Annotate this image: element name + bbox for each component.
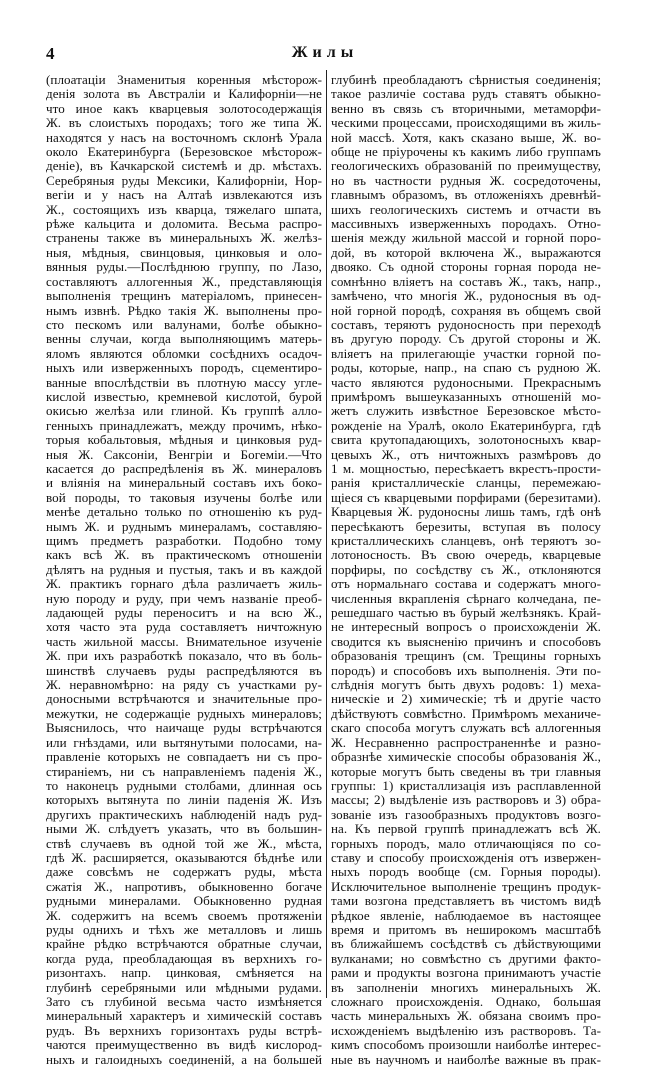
text-line: ранія кристаллическіе сланцы, перемежаю-: [331, 476, 601, 491]
text-line: правленіе которыхъ не совпадаетъ ни съ про-: [46, 750, 322, 765]
left-column: [46, 73, 322, 1067]
text-line: кимъ способомъ произошли наиболѣе интерес-: [331, 1038, 601, 1053]
text-line: пересѣкаютъ березиты, вступая въ полосу: [331, 519, 601, 534]
text-line: Серебряныя руды Мексики, Калифорніи, Нор-: [46, 173, 322, 188]
text-line: даже совсѣмъ не содержатъ руды, мѣста: [46, 865, 322, 880]
text-line: рѣдкое явленіе, наблюдаемое въ настоящее: [331, 908, 601, 923]
text-line: вулканами; но совмѣстно съ другими факто-: [331, 951, 601, 966]
text-line: шенія между жильной массой и горной поро-: [331, 231, 601, 246]
text-line: на. Къ первой группѣ принадлежатъ всѣ Ж.: [331, 822, 601, 837]
text-line: сомнѣнно вліяетъ на составъ Ж., такъ, напр.,: [331, 274, 601, 289]
text-line: массивныхъ изверженныхъ породахъ. Отно-: [331, 217, 601, 232]
text-line: образнѣе химическіе способы образованія Ж.,: [331, 750, 601, 765]
text-line: руды однихъ и тѣхъ же металловъ и лишь: [46, 922, 322, 937]
text-line: глубинѣ преобладаютъ сѣрнистыя соединенія;: [331, 73, 601, 87]
text-line: дой, въ которой включена Ж., выражаются: [331, 245, 601, 260]
text-line: Ж., состоящихъ изъ кварца, тяжелаго шпата,: [46, 202, 322, 217]
text-line: щіеся съ кварцевыми порфирами (березитами).: [331, 490, 601, 505]
text-line: въ ближайшемъ сосѣдствѣ съ дѣйствующими: [331, 937, 601, 952]
text-line: ствѣ случаевъ въ одной той же Ж., мѣста,: [46, 836, 322, 851]
text-line: деніе), въ Качкарской системѣ и др. мѣстахъ.: [46, 159, 322, 174]
text-line: Ж. въ слоистыхъ породахъ; того же типа Ж.: [46, 116, 322, 131]
text-line: касается до распредѣленія въ Ж. минераловъ: [46, 461, 322, 476]
text-line: группы: 1) кристаллизація изъ расплавленной: [331, 778, 601, 793]
text-line: ныхъ и галоидныхъ соединеній, а на большей: [46, 1052, 322, 1067]
text-line: кислой известью, кремневой кислотой, бурой: [46, 389, 322, 404]
text-line: нымъ извнѣ. Рѣдко такія Ж. выполнены про-: [46, 303, 322, 318]
text-line: исхожденіемъ выдѣленію изъ растворовъ. Та-: [331, 1023, 601, 1038]
text-line: отъ нормальнаго состава и содержатъ много-: [331, 577, 601, 592]
text-line: (плоатаціи Знаменитыя коренныя мѣсторож-: [46, 73, 322, 87]
text-line: кристаллическихъ сланцевъ, онѣ теряютъ зо-: [331, 534, 601, 548]
text-line: рами и продукты возгона принимаютъ участіе: [331, 966, 601, 981]
text-line: сводится къ выясненію причинъ и способовъ: [331, 634, 601, 649]
text-line: сложнаго происхожденія. Однако, большая: [331, 995, 601, 1009]
text-line: генныхъ принадлежатъ, между прочимъ, нѣко-: [46, 418, 322, 433]
text-line: Зато съ глубиной весьма часто измѣняется: [46, 995, 322, 1009]
text-line: рѣже кальцита и доломита. Весьма распро-: [46, 217, 322, 232]
text-line: ническіе и 2) химическіе; тѣ и другіе часто: [331, 692, 601, 707]
text-line: примѣромъ вышеуказанныхъ отношеній мо-: [331, 389, 601, 404]
text-line: щимъ предметъ разработки. Подобно тому: [46, 534, 322, 548]
text-line: гдѣ Ж. расширяется, оказываются бѣднѣе или: [46, 850, 322, 865]
text-line: свита крутопадающихъ, золотоносныхъ квар-: [331, 433, 601, 448]
text-line: окисью желѣза или глиной. Къ группѣ алло-: [46, 404, 322, 419]
running-title: Жилы: [291, 44, 359, 61]
text-line: рудными минералами. Обыкновенно рудная: [46, 894, 322, 909]
text-line: находятся у насъ на восточномъ склонѣ Урала: [46, 130, 322, 145]
text-line: часть жильной массы. Внимательное изученіе: [46, 634, 322, 649]
text-line: ныя, мѣдныя, свинцовыя, цинковыя и оло-: [46, 245, 322, 260]
text-line: ставу и способу происхожденія отъ извержен-: [331, 850, 601, 865]
text-line: порфиры, по сосѣдству съ Ж., отклоняются: [331, 562, 601, 577]
text-line: зованіе изъ газообразныхъ продуктовъ возго-: [331, 807, 601, 822]
text-line: двояко. Съ одной стороны горная порода не-: [331, 260, 601, 275]
text-line: Ж. при ихъ разработкѣ показало, что въ боль-: [46, 649, 322, 664]
text-line: вой породы, то таковыя изучены болѣе или: [46, 490, 322, 505]
text-line: жетъ служить извѣстное Березовское мѣсто-: [331, 404, 601, 419]
text-line: Ж. практикъ горнаго дѣла различаетъ жиль-: [46, 577, 322, 592]
text-line: которые могутъ быть сведены въ три главныя: [331, 764, 601, 779]
text-line: часть минеральныхъ Ж. обязана своимъ про-: [331, 1009, 601, 1024]
text-line: или гнѣздами, или вытянутыми полосами, на-: [46, 735, 322, 750]
text-line: лотоносность. Въ свою очередь, кварцевые: [331, 548, 601, 563]
text-line: рожденіе на Уралѣ, около Екатеринбурга, гдѣ: [331, 418, 601, 433]
text-line: въ другую породу. Съ другой стороны и Ж.: [331, 332, 601, 347]
text-line: тами возгона представляетъ въ чистомъ видѣ: [331, 894, 601, 909]
text-line: Кварцевыя Ж. рудоносны лишь тамъ, гдѣ онѣ: [331, 505, 601, 520]
text-line: ванные впослѣдствіи въ плотную массу угле-: [46, 375, 322, 390]
text-line: шихъ геологическихъ системъ и отчасти въ: [331, 202, 601, 217]
text-line: и вліянія на минеральный составъ ихъ боко-: [46, 476, 322, 491]
text-line: минеральный характеръ и химическій составъ: [46, 1009, 322, 1024]
text-line: ныхъ породъ вообще (см. Горныя породы).: [331, 865, 601, 880]
text-line: горныхъ породъ, мало отличающіяся по со-: [331, 836, 601, 851]
text-line: венны случаи, когда выполняющимъ матерь-: [46, 332, 322, 347]
page-number: 4: [46, 44, 55, 63]
text-line: роды, которые, напр., на спаю съ рудною Ж.: [331, 361, 601, 376]
text-line: хотя часто эта руда составляетъ ничтожную: [46, 620, 322, 635]
text-line: главнымъ образомъ, въ отложеніяхъ древнѣй-: [331, 188, 601, 203]
text-line: часто являются рудоносными. Прекраснымъ: [331, 375, 601, 390]
text-line: ческими процессами, происходящими въ жиль-: [331, 116, 601, 131]
text-line: численныя вкрапленія сѣрнаго колчедана, пе-: [331, 591, 601, 606]
text-line: ныя Ж. Саксоніи, Венгріи и Богеміи.—Что: [46, 447, 322, 462]
text-line: межутки, не содержащіе рудныхъ минераловъ;: [46, 706, 322, 721]
text-line: массы; 2) выдѣленіе изъ растворовъ и 3) обра-: [331, 793, 601, 808]
text-line: какъ всѣ Ж. въ практическомъ отношеніи: [46, 548, 322, 563]
text-line: стираніемъ, ни съ направленіемъ паденія Ж.,: [46, 764, 322, 779]
text-line: чаются преимущественно въ видѣ кислород-: [46, 1038, 322, 1053]
text-line: 1 м. мощностью, пересѣкаетъ вкрестъ-прости-: [331, 461, 601, 476]
text-line: решедшаго частью въ бурый желѣзнякъ. Край-: [331, 606, 601, 621]
text-line: въ заполненіи многихъ минеральныхъ Ж.: [331, 980, 601, 995]
text-line: менѣе детально только по отношенію къ руд-: [46, 505, 322, 520]
text-line: около Екатеринбурга (Березовское мѣсторож-: [46, 145, 322, 160]
text-line: Ж. Несравненно распространеннѣе и разно-: [331, 735, 601, 750]
text-line: ной горной породѣ, сохраняя въ общемъ свой: [331, 303, 601, 318]
text-line: время и притомъ въ неширокомъ масштабѣ: [331, 922, 601, 937]
text-line: ными Ж. слѣдуетъ указать, что въ большин-: [46, 822, 322, 837]
text-line: шинствѣ случаевъ руды распредѣляются въ: [46, 663, 322, 678]
text-line: выполненія трещинъ матеріаломъ, принесен-: [46, 289, 322, 304]
text-line: вянныя руды.—Послѣднюю группу, по Лазо,: [46, 260, 322, 275]
text-line: яломъ являются обломки сосѣднихъ осадоч-: [46, 346, 322, 361]
text-line: дѣлятъ на рудныя и пустыя, такъ и въ каждой: [46, 562, 322, 577]
text-line: слѣднія могутъ быть двухъ родовъ: 1) меха-: [331, 678, 601, 693]
text-line: нымъ Ж. и руднымъ минераламъ, составляю-: [46, 519, 322, 534]
text-line: такое различіе состава рудъ ставятъ обыкно-: [331, 87, 601, 102]
text-line: ные въ научномъ и наиболѣе важные въ прак-: [331, 1052, 601, 1067]
text-line: породъ) и способовъ ихъ выполненія. Эти по-: [331, 663, 601, 678]
text-line: другихъ практическихъ наблюденій надъ руд-: [46, 807, 322, 822]
text-line: Выяснилось, что наичаще руды встрѣчаются: [46, 721, 322, 736]
text-line: которыхъ вытянута по линіи паденія Ж. Изъ: [46, 793, 322, 808]
text-line: ладающей руды переноситъ и на всю Ж.,: [46, 606, 322, 621]
text-line: ную породу и руду, при чемъ названіе преоб-: [46, 591, 322, 606]
column-divider: [326, 70, 327, 998]
text-line: обще не пріурочены къ какимъ либо группамъ: [331, 145, 601, 160]
text-line: но въ частности рудныя Ж. сосредоточены,: [331, 173, 601, 188]
text-line: ныхъ или изверженныхъ породъ, сцементиро-: [46, 361, 322, 376]
text-line: вліяетъ на прилегающіе участки горной по-: [331, 346, 601, 361]
text-line: венно въ связь съ вторичными, метаморфи-: [331, 101, 601, 116]
text-line: скаго способа могутъ служать всѣ аллогенныя: [331, 721, 601, 736]
text-line: цевыхъ Ж., отъ ничтожныхъ размѣровъ до: [331, 447, 601, 462]
text-line: Ж. содержитъ на всемъ своемъ протяженіи: [46, 908, 322, 923]
text-line: когда руда, преобладающая въ верхнихъ го-: [46, 951, 322, 966]
text-line: ризонтахъ. напр. цинковая, смѣняется на: [46, 966, 322, 981]
text-line: Ж. неравномѣрно: на ряду съ участками ру-: [46, 678, 322, 693]
text-line: дѣйствуютъ совмѣстно. Примѣромъ механиче-: [331, 706, 601, 721]
text-line: Исключительное выполненіе трещинъ продук-: [331, 879, 601, 894]
text-line: глубинѣ серебряными или мѣдными рудами.: [46, 980, 322, 995]
text-line: составъ, теряютъ рудоносность при переходѣ: [331, 317, 601, 332]
text-line: образованія трещинъ (см. Трещины горныхъ: [331, 649, 601, 664]
text-line: денія золота въ Австраліи и Калифорніи—не: [46, 87, 322, 102]
text-line: ной массѣ. Хотя, какъ сказано выше, Ж. во-: [331, 130, 601, 145]
text-line: сжатія Ж., напротивъ, обыкновенно богаче: [46, 879, 322, 894]
text-line: странены также въ минеральныхъ Ж. желѣз-: [46, 231, 322, 246]
text-line: вегіи и у насъ на Алтаѣ извлекаются изъ: [46, 188, 322, 203]
text-line: замѣчено, что многія Ж., рудоносныя въ од-: [331, 289, 601, 304]
text-line: торыя кобальтовыя, мѣдныя и цинковыя руд-: [46, 433, 322, 448]
text-line: то наконецъ рудными столбами, длинная ось: [46, 778, 322, 793]
right-column: [331, 73, 601, 1067]
text-line: составляютъ аллогенныя Ж., представляющія: [46, 274, 322, 289]
text-line: сто пескомъ или валунами, болѣе обыкно-: [46, 317, 322, 332]
text-line: рудъ. Въ верхнихъ горизонтахъ руды встрѣ-: [46, 1023, 322, 1038]
text-line: не интересный вопросъ о происхожденіи Ж.: [331, 620, 601, 635]
text-line: что иное какъ кварцевыя золотосодержащія: [46, 101, 322, 116]
text-line: геологическихъ образованій по преимуществу,: [331, 159, 601, 174]
text-line: доносными встрѣчаются и значительные про-: [46, 692, 322, 707]
text-line: крайне рѣдко встрѣчаются обратные случаи,: [46, 937, 322, 952]
